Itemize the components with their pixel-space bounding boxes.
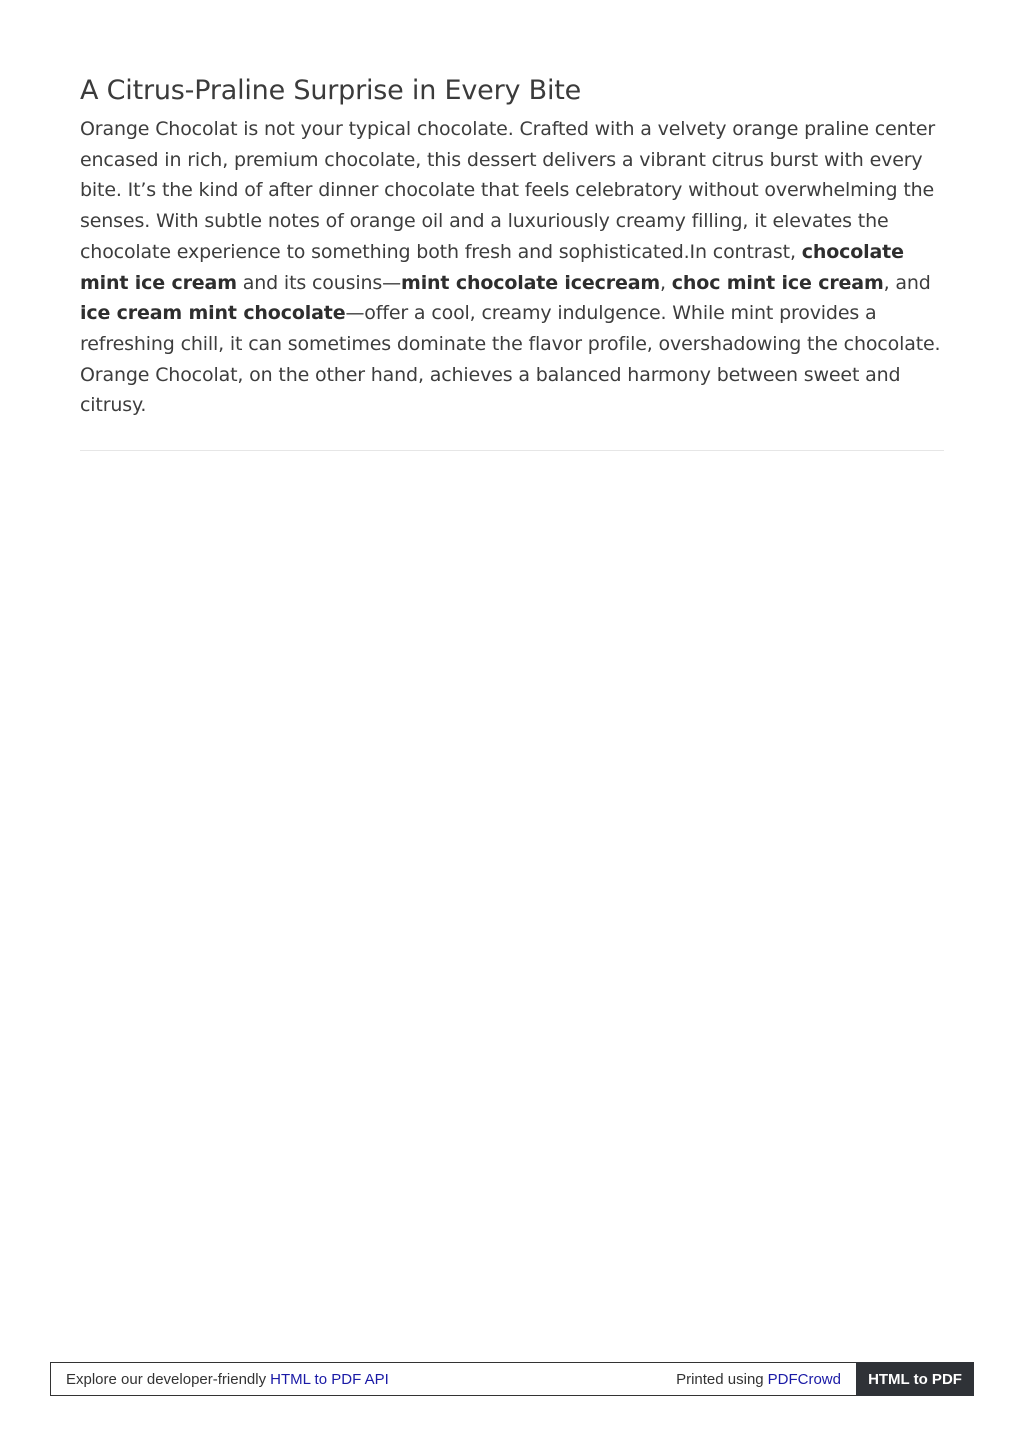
keyword-ice-cream-mint-chocolate: ice cream mint chocolate [80,302,346,325]
article [80,72,944,421]
body-text-5: —offer a cool, creamy indulgence. While mint provides a refreshing chill, it can sometimes dominate the flavor profile, overshadowing the chocolate. Orange Chocolat, on the other hand, achieves a balanced harmony between sweet and citrusy. [80,302,941,417]
pdfcrowd-link[interactable]: PDFCrowd [767,1370,841,1388]
html-to-pdf-api-link[interactable]: HTML to PDF API [270,1370,389,1388]
body-text-2: and its cousins— [236,271,402,294]
article-title: A Citrus-Praline Surprise in Every Bite [80,75,582,106]
keyword-chocolate-mint-ice-cream: chocolate mint ice cream [80,240,904,294]
html-to-pdf-button[interactable]: HTML to PDF [856,1362,974,1396]
article-body [80,114,944,421]
body-text-3: , [660,271,672,294]
footer-left [51,1363,676,1395]
footer-left-text: Explore our developer-friendly [66,1370,267,1388]
keyword-mint-chocolate-icecream: mint chocolate icecream [401,271,661,294]
pdfcrowd-footer [50,1362,974,1396]
footer-right [676,1363,856,1395]
body-text-4: , and [883,271,931,294]
body-text-1: Orange Chocolat is not your typical chocolate. Crafted with a velvety orange praline center encased in rich, premium chocolate, this dessert delivers a vibrant citrus burst with every bite. It’s the kind of after dinner chocolate that feels celebratory without overwhelming the senses. With subtle notes of orange oil and a luxuriously creamy filling, it elevates the chocolate experience to something both fresh and sophisticated.In contrast, [80,118,936,263]
footer-right-text: Printed using [676,1370,764,1388]
keyword-choc-mint-ice-cream: choc mint ice cream [671,271,884,294]
section-divider [80,450,944,451]
